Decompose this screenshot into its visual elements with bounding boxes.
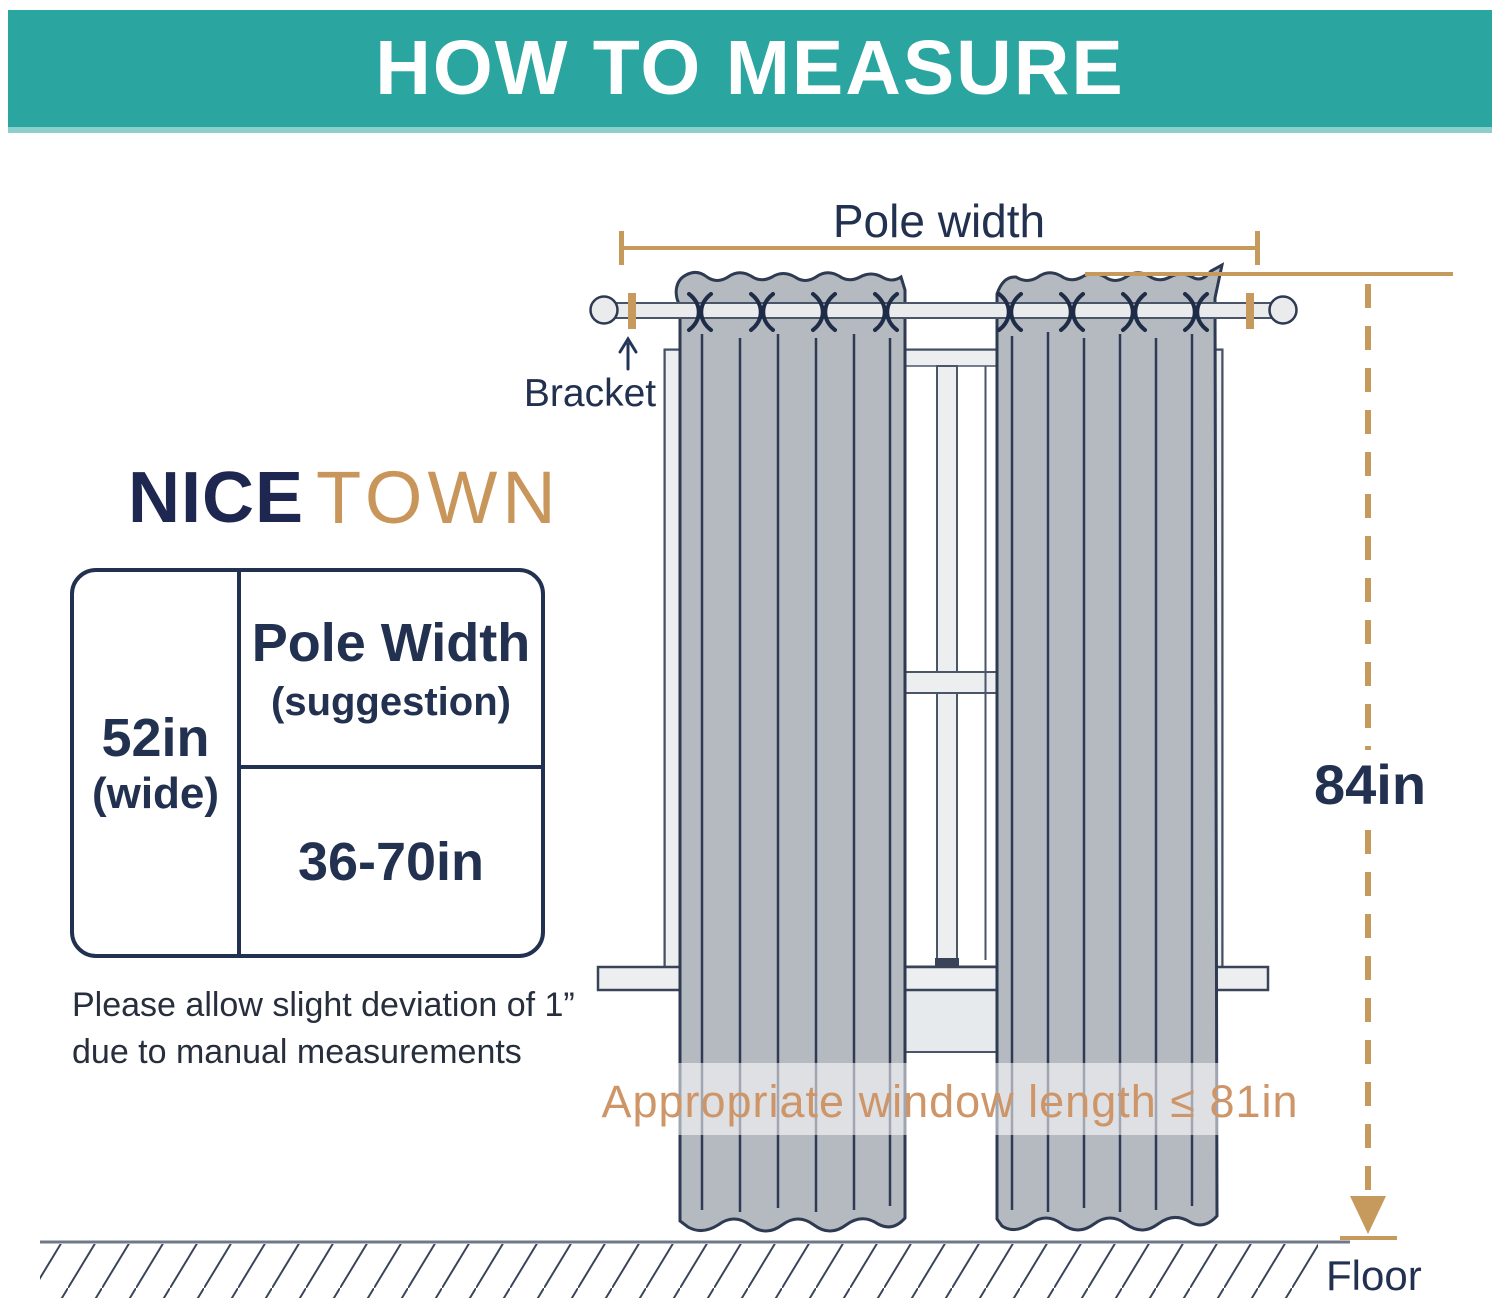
size-table-pole-width-header <box>241 572 541 769</box>
down-arrow-icon <box>1350 1196 1386 1234</box>
brand-logo <box>128 452 561 548</box>
floor-hatching <box>40 1244 1318 1298</box>
floor <box>40 1242 1350 1298</box>
pole-width-label: Pole width <box>832 195 1046 247</box>
size-table <box>70 568 545 958</box>
pole-width-header: Pole Width <box>251 613 531 673</box>
disclaimer-line-1: Please allow slight deviation of 1” <box>72 986 575 1024</box>
bracket-mark-right <box>1246 293 1254 329</box>
finial-right <box>1270 297 1297 324</box>
disclaimer-line-2: due to manual measurements <box>72 1033 522 1071</box>
header-banner <box>8 10 1492 133</box>
brand-logo-primary: NICE <box>128 458 305 538</box>
measurement-disclaimer <box>72 982 575 1076</box>
finial-left <box>591 297 618 324</box>
curtain-width-note: (wide) <box>91 769 220 818</box>
bracket-mark-left <box>628 293 636 329</box>
window-length-label: Appropriate window length ≤ 81in <box>601 1076 1299 1127</box>
brand-logo-secondary: TOWN <box>316 456 561 539</box>
bracket-arrow-icon <box>620 339 636 369</box>
pole-width-suggestion-note: (suggestion) <box>271 680 511 724</box>
pole-width-range: 36-70in <box>297 831 485 892</box>
curtain-length-label: 84in <box>1296 750 1444 821</box>
page-title: HOW TO MEASURE <box>375 25 1125 111</box>
size-table-pole-width-range-cell <box>241 769 541 954</box>
bracket-label: Bracket <box>523 372 657 415</box>
size-table-width-cell <box>74 572 241 954</box>
floor-label: Floor <box>1326 1252 1422 1299</box>
curtain-width-value: 52in <box>101 708 210 768</box>
